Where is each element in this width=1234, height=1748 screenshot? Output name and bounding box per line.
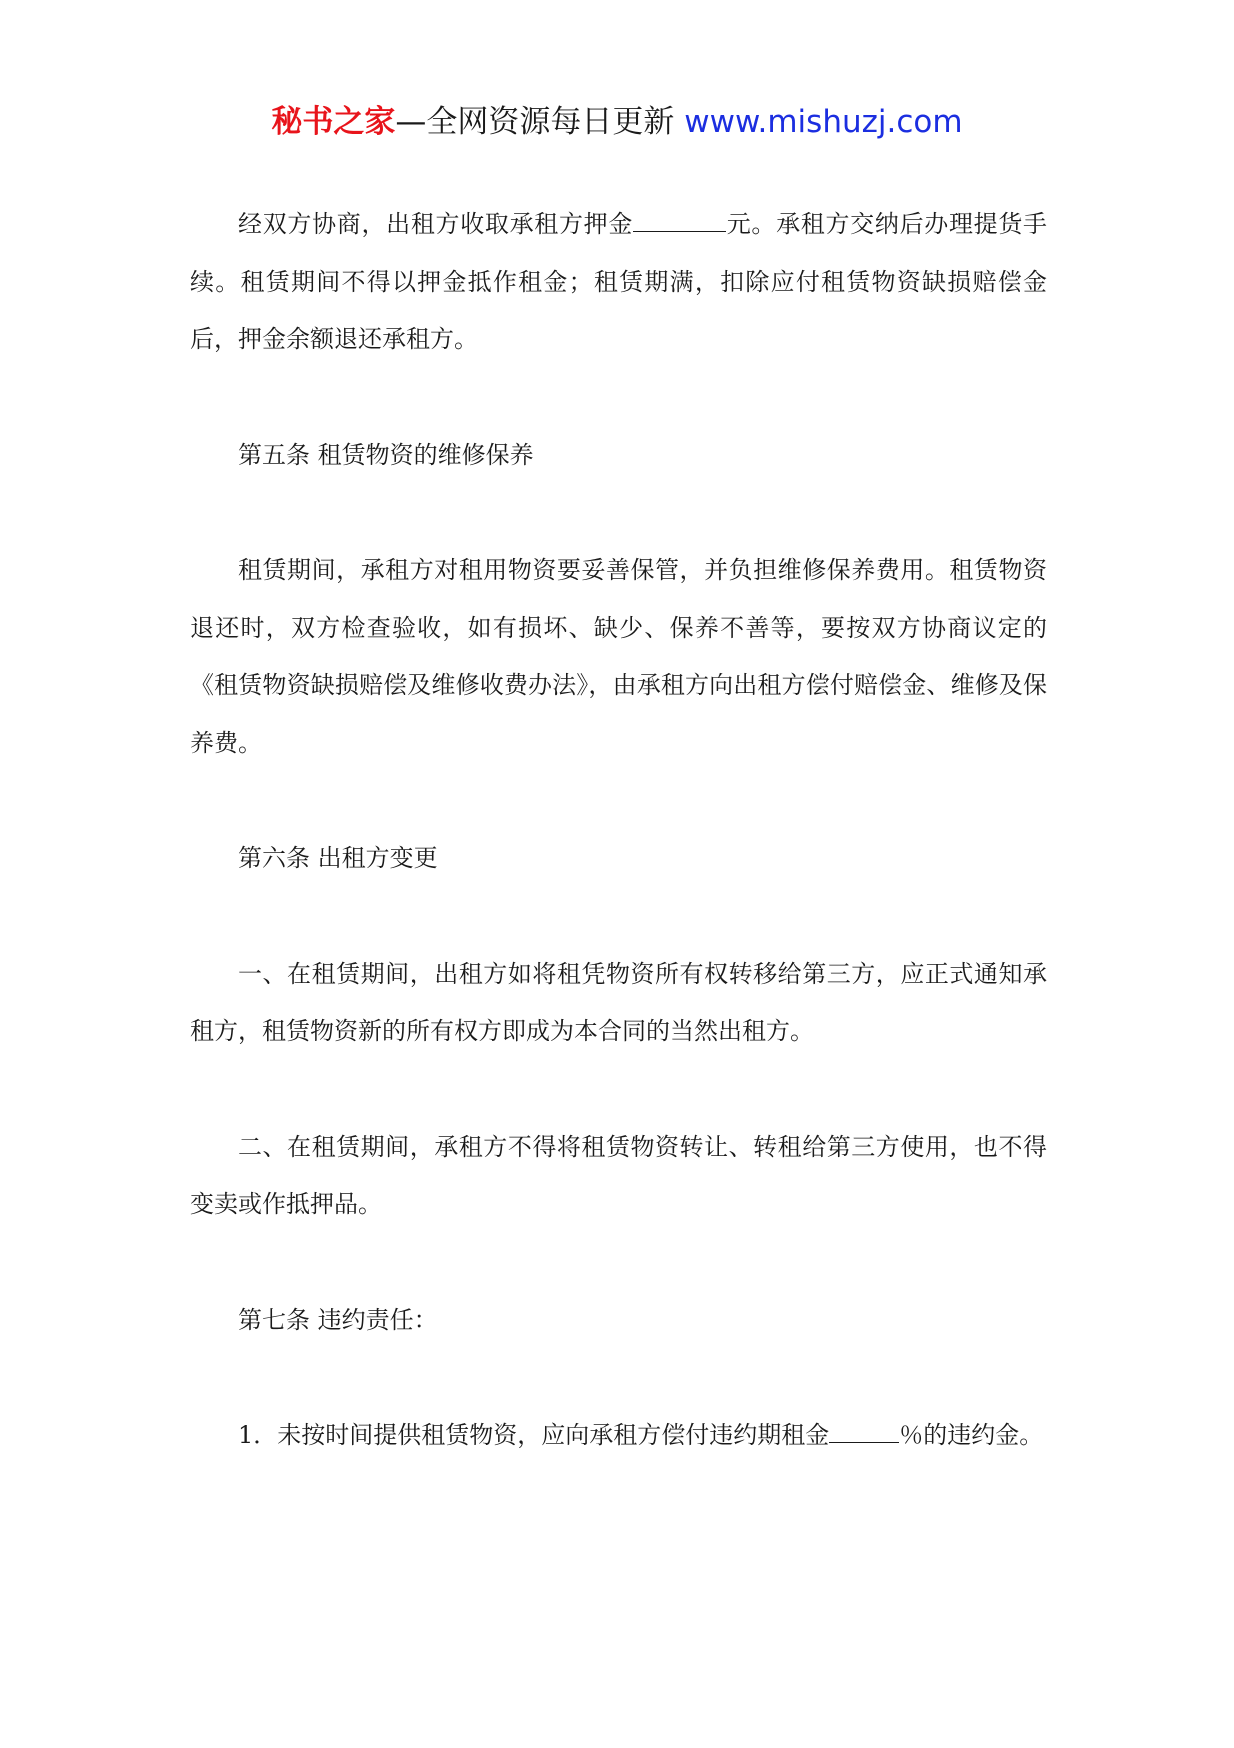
lessor-change-clause-2: 二、在租赁期间，承租方不得将租赁物资转让、转租给第三方使用，也不得变卖或作抵押品。 [190,1132,1047,1218]
article-7-heading: 第七条 违约责任： [238,1305,438,1334]
breach-text-before: 1．未按时间提供租赁物资，应向承租方偿付违约期租金 [238,1421,830,1449]
deposit-text-before: 经双方协商，出租方收取承租方押金 [238,210,634,238]
breach-clause-1 [190,1407,1047,1465]
article-5-heading: 第五条 租赁物资的维修保养 [238,440,534,469]
maintenance-paragraph: 租赁期间，承租方对租用物资要妥善保管，并负担维修保养费用。租赁物资退还时，双方检查验收，如有损坏、缺少、保养不善等，要按双方协商议定的《租赁物资缺损赔偿及维修收费办法》，由承租方向出租方偿付赔偿金、维修及保养费。 [190,556,1047,757]
site-url-link[interactable]: www.mishuzj.com [684,104,963,140]
site-brand: 秘书之家 [271,104,396,140]
lessor-change-clause-1: 一、在租赁期间，出租方如将租凭物资所有权转移给第三方，应正式通知承租方，租赁物资新的所有权方即成为本合同的当然出租方。 [190,959,1047,1045]
site-header [0,102,1234,142]
deposit-amount-blank [633,211,726,232]
document-body [190,196,1047,1465]
article-6-heading: 第六条 出租方变更 [238,844,438,872]
breach-text-after: ％的违约金。 [899,1421,1044,1449]
deposit-paragraph [190,196,1047,369]
penalty-percent-blank [829,1422,899,1443]
deposit-text-after: 元。承租方交纳后办理提货手续。租赁期间不得以押金抵作租金；租赁期满，扣除应付租赁物资缺损赔偿金后，押金余额退还承租方。 [190,210,1048,353]
site-tagline: —全网资源每日更新 [395,104,675,140]
